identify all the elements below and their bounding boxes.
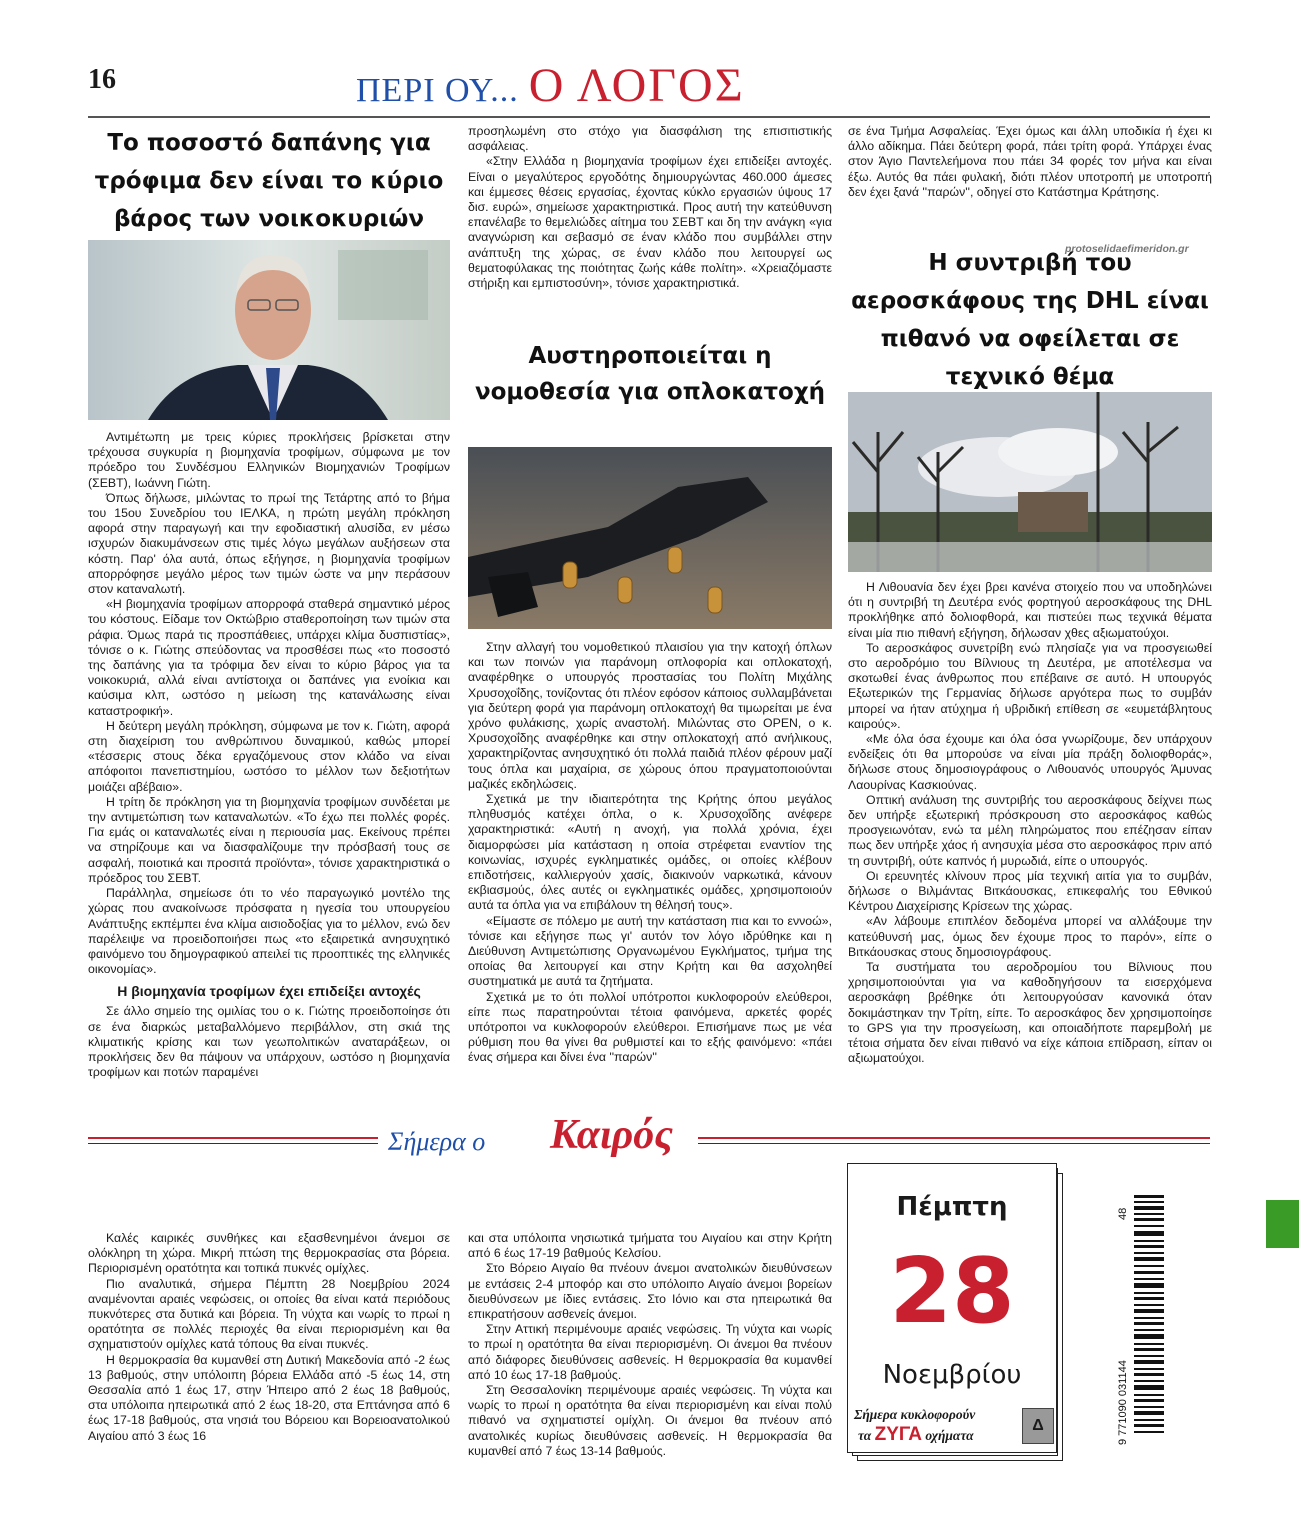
article1-paragraph: Η δεύτερη μεγάλη πρόκληση, σύμφωνα με τον κ. Γιώτη, αφορά στη διαχείριση του ανθρώπινου δυναμικού, καθώς μπορεί «τέσσερις στους δέκα εργαζόμενους στον κλάδο να είναι απόφοιτοι πανεπιστημίου, ωστόσο το μέλλον των δεξιοτήτων μοιάζει αβέβαιο». xyxy=(88,718,450,794)
article2-body xyxy=(468,640,832,1066)
calendar-month: Νοεμβρίου xyxy=(882,1360,1022,1390)
article3-paragraph: Τα συστήματα του αεροδρομίου του Βίλνιους που χρησιμοποιούνται για να καθοδηγήσουν τα εισερχόμενα αεροσκάφη βρέθηκε ότι λειτουργούσαν κανονικά όταν δοκιμάστηκαν την Τρίτη, είπε. Το αεροσκάφος δεν χρησιμοποίησε το GPS για την προσγείωση, και οποιαδήποτε παρεμβολή με τέτοια σήματα δεν είναι πιθανό να είχε κάποια επίδραση, είπαν οι αξιωματούχοι. xyxy=(848,960,1212,1066)
weather-paragraph: Η θερμοκρασία θα κυμανθεί στη Δυτική Μακεδονία από -2 έως 13 βαθμούς, στην υπόλοιπη βόρεια Ελλάδα από -5 έως 14, στη Θεσσαλία από 1 έως 17, στην Ήπειρο από 2 έως 18 βαθμούς, στα υπόλοιπα ηπειρωτικά από 2 έως 18-20, στα Επτάνησα από 6 έως 17-18 βαθμούς, στα νησιά του Βόρειου και Βορειοανατολικού Αιγαίου από 3 έως 16 xyxy=(88,1352,450,1443)
calendar-footer-line2 xyxy=(858,1424,974,1446)
page-number: 16 xyxy=(88,64,116,95)
masthead-part1: ΠΕΡΙ ΟΥ... xyxy=(356,72,519,109)
article2-title: Αυστηροποιείται η νομοθεσία για οπλοκατοχή xyxy=(474,343,826,405)
masthead-rule xyxy=(88,116,1210,118)
article3-paragraph: Το αεροσκάφος συνετρίβη ενώ πλησίαζε για να προσγειωθεί στο αεροδρόμιο του Βίλνιους τη Δευτέρα, με αποτέλεσμα να σκοτωθεί ένας άνθρωπος που επέβαινε σε αυτό. Η υπουργός Εξωτερικών της Γερμανίας δήλωσε αργότερα πως το συμβάν μπορεί να ήταν ατύχημα ή υβριδική επίθεση σε «ευμετάβλητους καιρούς». xyxy=(848,640,1212,731)
article3-paragraph: «Με όλα όσα έχουμε και όλα όσα γνωρίζουμε, δεν υπάρχουν ενδείξεις ότι θα μπορούσε να είναι μία πράξη δολιοφθοράς», δήλωσε στους δημοσιογράφους ο Λιθουανός υπουργός Άμυνας Λαουρίνας Κασκιούνας. xyxy=(848,732,1212,792)
article1-paragraph: «Η βιομηχανία τροφίμων απορροφά σταθερά σημαντικό μέρος του κόστους. Είδαμε τον Οκτώβριο σταθεροποίηση των τιμών στα ράφια. Όμως παρά τις προσπάθειες, υπάρχει κλίμα δυσπιστίας», τόνισε ο κ. Γιώτης σπεύδοντας να προσθέσει πως «το ποσοστό της δαπάνης για τα τρόφιμα δεν είναι το κύριο βάρος για τα νοικοκυριά, αλλά είναι αντίστοιχα οι δαπάνες για ενοίκια και καύσιμα κλπ, ωστόσο η μείωση της κατανάλωσης είναι καταστροφική». xyxy=(88,597,450,718)
calendar-footer-line1: Σήμερα κυκλοφορούν xyxy=(854,1407,976,1422)
article3-title: Η συντριβή του αεροσκάφους της DHL είναι πιθανό να οφείλεται σε τεχνικό θέμα xyxy=(851,250,1209,390)
weather-paragraph: Στην Αττική περιμένουμε αραιές νεφώσεις. Τη νύχτα και νωρίς το πρωί η ορατότητα θα είναι περιορισμένη. Οι άνεμοι θα πνέουν από διάφορες διευθύνσεις ασθενείς. Η θερμοκρασία θα κυμανθεί από 10 έως 17-18 βαθμούς. xyxy=(468,1322,832,1382)
weather-rule xyxy=(88,1137,378,1139)
article3-paragraph: «Αν λάβουμε επιπλέον δεδομένα μπορεί να αλλάξουμε την κατεύθυνσή μας, όμως δεν έχουμε προς το παρόν», είπε ο Βιτκάουσκας στους δημοσιογράφους. xyxy=(848,914,1212,959)
weather-rule xyxy=(698,1137,1210,1139)
article1-body xyxy=(88,430,450,1080)
article2-paragraph: Σχετικά με την ιδιαιτερότητα της Κρήτης όπου μεγάλος πληθυσμός κατέχει όπλα, ο κ. Χρυσοχοΐδης ανέφερε χαρακτηριστικά: «Αυτή η ανοχή, για πολλά χρόνια, έχει διαμορφώσει μία κατάσταση η οποία στρέφεται εναντίον της κοινωνίας, ισχυρές εγκληματικές ομάδες, οι οποίες κλέβουν επιδοτήσεις, καλλιεργούν χασίς, διακινούν ναρκωτικά, κάνουν εκβιασμούς, όλες αυτές οι εγκληματικές ομάδες, χρησιμοποιούν αυτά τα όπλα για να επιβάλουν τη θέλησή τους». xyxy=(468,792,832,913)
weather-col1 xyxy=(88,1231,450,1444)
article3-paragraph: Οι ερευνητές κλίνουν προς μία τεχνική αιτία για το συμβάν, δήλωσε ο Βιλμάντας Βιτκάουσκας, επικεφαλής του Εθνικού Κέντρου Διαχείρισης Κρίσεων της χώρας. xyxy=(848,868,1212,914)
article2-paragraph: Σχετικά με το ότι πολλοί υπότροποι κυκλοφορούν ελεύθεροι, είπε πως παρατηρούνται τέτοια φαινόμενα, αρκετές φορές υπότροποι να κυκλοφορούν ελεύθεροι. Επισήμανε πως με νέα ρύθμιση που θα γίνει θα ρυθμιστεί και το εξής φαινόμενο: «πάει ένας σήμερα και δίνει ένα ''παρών'' xyxy=(468,989,832,1065)
weather-paragraph: Στη Θεσσαλονίκη περιμένουμε αραιές νεφώσεις. Τη νύχτα και νωρίς το πρωί η ορατότητα θα είναι περιορισμένη και είναι πολύ πιθανό να σχηματιστεί ομίχλη. Οι άνεμοι θα πνέουν από ανατολικές κυρίως διευθύνσεις ασθενείς. Η θερμοκρασία θα κυμανθεί από 7 έως 13-14 βαθμούς. xyxy=(468,1383,832,1458)
date-calendar xyxy=(847,1163,1065,1463)
barcode-digits: 9 771090 031144 xyxy=(1117,1360,1129,1445)
section-masthead xyxy=(356,58,956,114)
article1-photo xyxy=(88,240,450,420)
article2-cont-paragraph: σε ένα Τμήμα Ασφαλείας. Έχει όμως και άλλη υποδικία ή έχει κι άλλο αδίκημα. Πάει δεύτερη φορά, πάει τρίτη φορά. Υπάρχει ένας στον Άγιο Παντελεήμονα που πάει 34 φορές τον μήνα και είναι έξω. Αυτός θα πάει φυλακή, διότι πλέον υποτροπή με υποτροπή δεν έχει ξανά ''παρών'', οδηγεί στο Κατάστημα Κράτησης. xyxy=(848,124,1212,199)
calendar-date: 28 xyxy=(889,1239,1015,1344)
article1-paragraph: Αντιμέτωπη με τρεις κύριες προκλήσεις βρίσκεται στην τρέχουσα συγκυρία η βιομηχανία τροφίμων, σύμφωνα με τον πρόεδρο του Συνδέσμου Ελληνικών Βιομηχανιών Τροφίμων (ΣΕΒΤ), Ιωάννη Γιώτη. xyxy=(88,430,450,490)
masthead-part2: Ο ΛΟΓΟΣ xyxy=(528,59,745,112)
barcode-issue: 48 xyxy=(1117,1207,1129,1220)
article1-continuation xyxy=(468,124,832,291)
weather-col2 xyxy=(468,1231,832,1459)
article1-title: Το ποσοστό δαπάνης για τρόφιμα δεν είναι το κύριο βάρος των νοικοκυριών xyxy=(94,130,444,232)
calendar-front-sheet xyxy=(847,1163,1057,1453)
article2-photo xyxy=(468,447,832,629)
article1-paragraph: Παράλληλα, σημείωσε ότι το νέο παραγωγικό μοντέλο της χώρας που ανακοίνωσε πρόσφατα η ηγεσία του υπουργείου Ανάπτυξης εκπέμπει ένα κλίμα αισιοδοξίας για το μέλλον, ενώ δεν παρέλειψε να προειδοποιήσει πως «το εξαιρετικά ανησυχητικό φαινόμενο του δημογραφικού απειλεί τις προοπτικές της ελληνικές οικονομίας». xyxy=(88,886,450,977)
calendar-day: Πέμπτη xyxy=(896,1192,1008,1222)
weather-header-b: Καιρός xyxy=(550,1112,673,1158)
article1-subheading: Η βιομηχανία τροφίμων έχει επιδείξει αντοχές xyxy=(117,983,421,1000)
article1-paragraph: Η τρίτη δε πρόκληση για τη βιομηχανία τροφίμων συνδέεται με την αντιμετώπιση των καταναλωτών. «Το έχω πει πολλές φορές. Για εμάς οι καταναλωτές είναι η περιουσία μας. Εκείνους πρέπει να στηρίζουμε και να διασφαλίζουμε την πρόσβασή τους σε ασφαλή, ποιοτικά και προσιτά προϊόντα», τόνισε χαρακτηριστικά ο πρόεδρος του ΣΕΒΤ. xyxy=(88,794,450,885)
weather-header-a: Σήμερα ο xyxy=(388,1127,486,1156)
article2-paragraph: Στην αλλαγή του νομοθετικού πλαισίου για την κατοχή όπλων και των ποινών για παράνομη οπλοφορία και οπλοκατοχή, αναφέρθηκε ο υπουργός προστασίας του Πολίτη Μιχάλης Χρυσοχοΐδης, τονίζοντας ότι πλέον εφόσον κάποιος συλλαμβάνεται για δεύτερη φορά για παράνομη οπλοκατοχή θα τιμωρείται με ένα χρόνο φυλάκισης, χωρίς αναστολή. Μιλώντας στο OPEN, ο κ. Χρυσοχοΐδης αναφέρθηκε και στην οπλοκατοχή από ανήλικους, χαρακτηρίζοντας ανησυχητικό ότι πολλά παιδιά πλέον φέρουν μαζί τους όπλα και μαχαίρια, σε χώρους όπου πραγματοποιούνται μαζικές εκδηλώσεις. xyxy=(468,640,832,791)
weather-paragraph: Στο Βόρειο Αιγαίο θα πνέουν άνεμοι ανατολικών διευθύνσεων με εντάσεις 2-4 μποφόρ και στο υπόλοιπο Αιγαίο άνεμοι βορείων διευθύνσεων με ίδιες εντάσεις. Στο Ιόνιο και στα ηπειρωτικά θα επικρατήσουν ασθενείς άνεμοι. xyxy=(468,1261,832,1322)
barcode xyxy=(1108,1195,1168,1455)
watermark-text: protoselidaefimeridon.gr xyxy=(1065,243,1189,255)
article3-paragraph: Οπτική ανάλυση της συντριβής του αεροσκάφους δείχνει πως δεν υπήρξε εξωτερική πρόσκρουση στο αεροσκάφος καθώς προσγειωνόταν, ενώ τα μέλη πληρώματος που επέζησαν είπαν πως δεν υπήρξε χάος ή ανησυχία μέσα στο αεροσκάφος πριν από τη συντριβή, ούτε καπνός ή μυρωδιά, είπε ο υπουργός. xyxy=(848,792,1212,868)
article1-cont-paragraph: προσηλωμένη στο στόχο για διασφάλιση της επισιτιστικής ασφάλειας. xyxy=(468,124,832,154)
article2-paragraph: «Είμαστε σε πόλεμο με αυτή την κατάσταση πια και το εννοώ», τόνισε και εξήγησε πως γι' αυτόν τον λόγο ιδρύθηκε και η Διεύθυνση Αντιμετώπισης Οργανωμένου Εγκλήματος, τμήμα της οποίας θα λειτουργεί και στην Κρήτη και θα ασχοληθεί συστηματικά με αυτά τα ζητήματα. xyxy=(468,913,832,989)
calendar-footer-zyga: ΖΥΓΑ xyxy=(874,1424,923,1445)
article1-paragraph: Σε άλλο σημείο της ομιλίας του ο κ. Γιώτης προειδοποίησε ότι σε ένα διαρκώς μεταβαλλόμενο περιβάλλον, στη σκιά της κλιματικής κρίσης και των γεωπολιτικών αναταράξεων, οι προκλήσεις δεν θα πάψουν να υπάρχουν, ωστόσο η βιομηχανία τροφίμων και ποτών παραμένει xyxy=(88,1004,450,1080)
article2-continuation xyxy=(848,124,1212,200)
edge-color-tab xyxy=(1266,1200,1299,1248)
article3-paragraph: Η Λιθουανία δεν έχει βρει κανένα στοιχείο που να υποδηλώνει ότι η συντριβή τη Δευτέρα ενός φορτηγού αεροσκάφους της DHL προκλήθηκε από δολιοφθορά, και πιστεύει πως τεχνικά θέματα είναι μία πιο πιθανή εξήγηση, δήλωσαν χθες αξιωματούχοι. xyxy=(848,580,1212,640)
article3-body xyxy=(848,580,1212,1067)
weather-header xyxy=(88,1112,1210,1159)
article3-photo xyxy=(848,392,1212,572)
weather-rule xyxy=(698,1143,1210,1144)
weather-paragraph: Καλές καιρικές συνθήκες και εξασθενημένοι άνεμοι σε ολόκληρη τη χώρα. Μικρή πτώση της θερμοκρασίας στα βόρεια. Περιορισμένη ορατότητα και τοπικά πυκνές ομίχλες. xyxy=(88,1231,450,1276)
calendar-footer-ochimata: οχήματα xyxy=(925,1428,974,1443)
weather-paragraph: και στα υπόλοιπα νησιωτικά τμήματα του Αιγαίου και στην Κρήτη από 6 έως 17-19 βαθμούς Κελσίου. xyxy=(468,1231,832,1261)
newspaper-logo-icon: Δ xyxy=(1022,1408,1054,1444)
article1-cont-paragraph: «Στην Ελλάδα η βιομηχανία τροφίμων έχει επιδείξει αντοχές. Είναι ο μεγαλύτερος εργοδότης δημιουργώντας 460.000 άμεσες και έμμεσες θέσεις εργασίας, έχοντας κύκλο εργασιών ύψους 17 δισ. ευρώ», σημείωσε χαρακτηριστικά. Προς αυτή την κατεύθυνση επανέλαβε το θεμελιώδες αίτημα του ΣΕΒΤ και δη την ανάγκη «για αναγνώριση και σεβασμό σε έναν κλάδο που συμβάλλει στην ανάπτυξη της χώρας, σε έναν κλάδο που λειτουργεί ως θεματοφύλακας της ποιότητας ζωής κάθε πολίτη». «Χρειαζόμαστε στήριξη και εμπιστοσύνη», τόνισε χαρακτηριστικά. xyxy=(468,154,832,291)
weather-paragraph: Πιο αναλυτικά, σήμερα Πέμπτη 28 Νοεμβρίου 2024 αναμένονται αραιές νεφώσεις, οι οποίες θα είναι κατά περιόδους πυκνότερες στα δυτικά και βόρεια. Τη νύχτα και νωρίς το πρωί η ορατότητα σε πολλές περιοχές θα είναι περιορισμένη και θα σχηματιστούν ομίχλες κατά τόπους θα είναι πυκνές. xyxy=(88,1276,450,1352)
article1-paragraph: Όπως δήλωσε, μιλώντας το πρωί της Τετάρτης από το βήμα του 15ου Συνεδρίου του ΙΕΛΚΑ, η πρώτη μεγάλη πρόκληση αφορά στην παραγωγή και την εφοδιαστική αλυσίδα, εν μέσω ισχυρών διακυμάνσεων στις τιμές λόγω μεγάλων αυξήσεων στα κόστη. Παρ' όλα αυτά, όπως εξήγησε, η βιομηχανία τροφίμων απορρόφησε μεγάλο μέρος των τιμών ώστε να μην περάσουν στον καταναλωτή. xyxy=(88,490,450,597)
weather-rule xyxy=(88,1143,378,1144)
calendar-footer-ta: τα xyxy=(858,1428,872,1443)
